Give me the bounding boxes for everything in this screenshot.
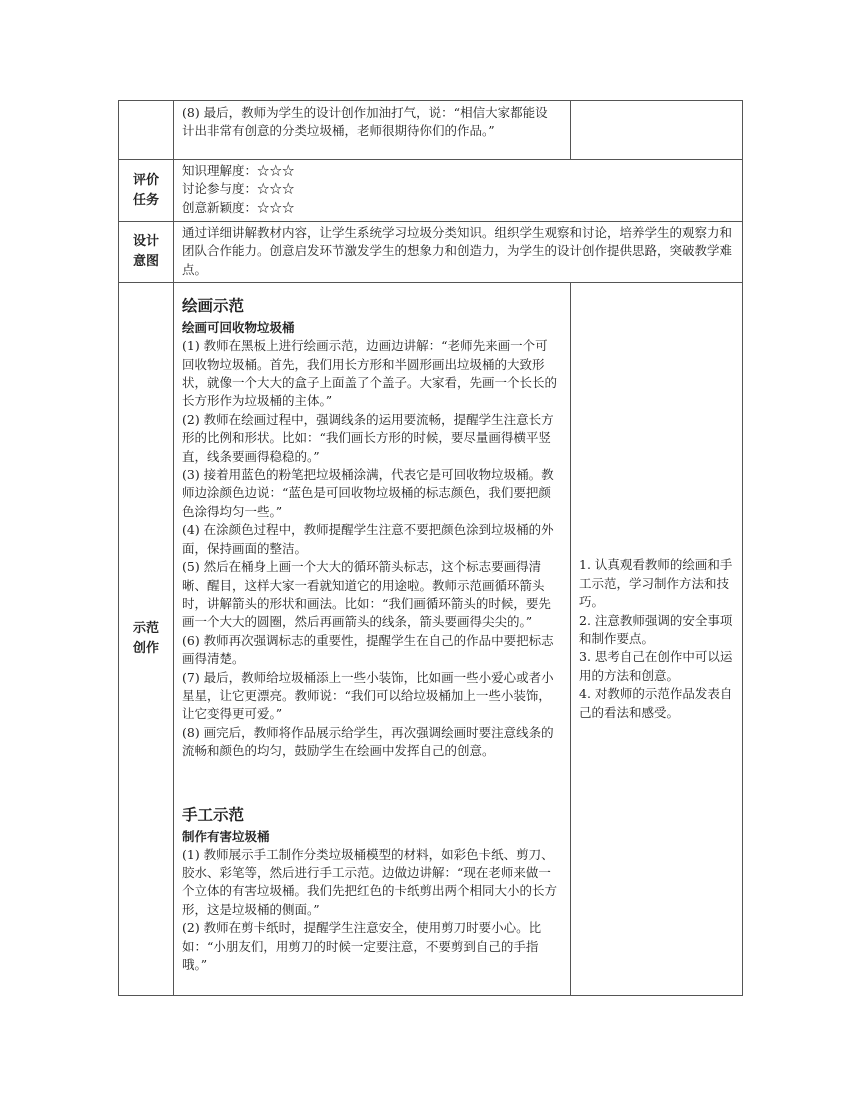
student-activity-item: 4. 对教师的示范作品发表自己的看法和感受。 <box>579 686 733 720</box>
drawing-step: (5) 然后在桶身上画一个大大的循环箭头标志，这个标志要画得清晰、醒目，这样大家一看就知道它的用途啦。教师示范画循环箭头时，讲解箭头的形状和画法。比如：“我们画循环箭头的时候，要先画一个大大的圆圈，然后再画箭头的线条，箭头要画得尖尖的。” <box>182 559 551 630</box>
table-row <box>119 222 743 283</box>
student-activity-item: 3. 思考自己在创作中可以运用的方法和创意。 <box>579 649 733 683</box>
lesson-plan-table <box>118 100 743 996</box>
drawing-step: (6) 教师再次强调标志的重要性，提醒学生在自己的作品中要把标志画得清楚。 <box>182 632 554 667</box>
student-activity-cell <box>571 283 743 996</box>
craft-step: (1) 教师展示手工制作分类垃圾桶模型的材料，如彩色卡纸、剪刀、胶水、彩笔等，然后进行手工示范。边做边讲解：“现在老师来做一个立体的有害垃圾桶。我们先把红色的卡纸剪出两个相同大小的长方形，这是垃圾桶的侧面。” <box>182 846 558 917</box>
design-intent-text: 通过详细讲解教材内容，让学生系统学习垃圾分类知识。组织学生观察和讨论，培养学生的观察力和团队合作能力。创意启发环节激发学生的想象力和创造力，为学生的设计创作提供思路，突破教学难点。 <box>182 225 733 277</box>
craft-heading: 手工示范 <box>182 805 245 824</box>
drawing-step: (3) 接着用蓝色的粉笔把垃圾桶涂满，代表它是可回收物垃圾桶。教师边涂颜色边说：“蓝色是可回收物垃圾桶的标志颜色，我们要把颜色涂得均匀一些。” <box>182 467 554 519</box>
closing-step-text: (8) 最后，教师为学生的设计创作加油打气，说：“相信大家都能设计出非常有创意的分类垃圾桶，老师很期待你们的作品。” <box>182 105 548 139</box>
drawing-step: (4) 在涂颜色过程中，教师提醒学生注意不要把颜色涂到垃圾桶的外面，保持画面的整洁。 <box>182 522 554 556</box>
table-row <box>119 160 743 222</box>
teacher-demo-cell <box>174 283 571 996</box>
table-row <box>119 283 743 996</box>
empty-label-cell <box>119 101 174 160</box>
drawing-step: (7) 最后，教师给垃圾桶添上一些小装饰，比如画一些小爱心或者小星星，让它更漂亮。教师说：“我们可以给垃圾桶加上一些小装饰，让它变得更可爱。” <box>182 669 554 722</box>
row-label: 设计 意图 <box>119 222 174 283</box>
student-activity-item: 2. 注意教师强调的安全事项和制作要点。 <box>579 612 733 647</box>
eval-item: 讨论参与度：☆☆☆ <box>182 181 295 197</box>
teacher-activity-cell <box>174 101 571 160</box>
drawing-step: (1) 教师在黑板上进行绘画示范，边画边讲解：“老师先来画一个可回收物垃圾桶。首先，我们用长方形和半圆形画出垃圾桶的大致形状，就像一个大大的盒子上面盖了个盖子。大家看，先画一个长长的长方形作为垃圾桶的主体。” <box>182 338 558 409</box>
student-activity-item: 1. 认真观看教师的绘画和手工示范，学习制作方法和技巧。 <box>579 557 733 610</box>
design-intent-cell <box>174 222 743 283</box>
eval-item: 知识理解度：☆☆☆ <box>182 163 295 178</box>
row-label: 评价 任务 <box>119 160 174 222</box>
craft-step: (2) 教师在剪卡纸时，提醒学生注意安全，使用剪刀时要小心。比如：“小朋友们，用剪刀的时候一定要注意，不要剪到自己的手指哦。” <box>182 920 542 972</box>
craft-subheading: 制作有害垃圾桶 <box>182 828 270 844</box>
drawing-step: (8) 画完后，教师将作品展示给学生，再次强调绘画时要注意线条的流畅和颜色的均匀，鼓励学生在绘画中发挥自己的创意。 <box>182 724 554 759</box>
drawing-step: (2) 教师在绘画过程中，强调线条的运用要流畅，提醒学生注意长方形的比例和形状。比如：“我们画长方形的时候，要尽量画得横平竖直，线条要画得稳稳的。” <box>182 411 554 464</box>
evaluation-cell <box>174 160 743 222</box>
eval-item: 创意新颖度：☆☆☆ <box>182 199 295 215</box>
table-row <box>119 101 743 160</box>
drawing-subheading: 绘画可回收物垃圾桶 <box>182 320 295 336</box>
empty-student-cell <box>571 101 743 160</box>
row-label: 示范 创作 <box>119 283 174 996</box>
drawing-heading: 绘画示范 <box>182 297 245 316</box>
